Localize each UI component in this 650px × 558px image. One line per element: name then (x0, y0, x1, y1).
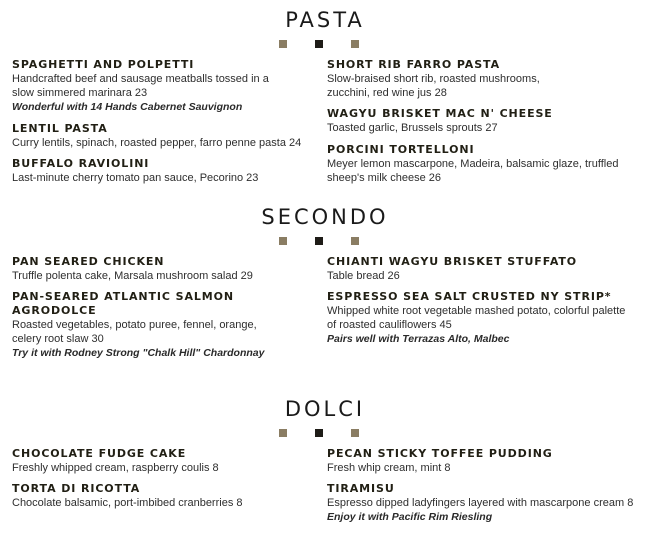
divider-dot (351, 40, 359, 48)
menu-item-desc: Handcrafted beef and sausage meatballs tossed in a (12, 73, 269, 85)
menu-item-desc: Last-minute cherry tomato pan sauce, Pecorino 23 (12, 172, 259, 184)
menu-item-desc: Roasted vegetables, potato puree, fennel, orange, (12, 319, 257, 331)
menu-item (327, 143, 618, 185)
menu-item (327, 58, 540, 100)
menu-item-name: CHOCOLATE FUDGE CAKE (12, 447, 187, 460)
section-title-secondo: SECONDO (261, 205, 389, 229)
menu-item-name: AGRODOLCE (12, 304, 97, 317)
menu-item-desc: Espresso dipped ladyfingers layered with mascarpone cream 8 (327, 497, 634, 509)
section-divider-dots (279, 237, 359, 245)
menu-item (12, 482, 243, 510)
menu-item (12, 157, 258, 185)
menu-item-name: PECAN STICKY TOFFEE PUDDING (327, 447, 553, 460)
menu-item (327, 482, 633, 524)
menu-item-desc: Fresh whip cream, mint 8 (327, 462, 451, 474)
menu-item-pairing: Try it with Rodney Strong "Chalk Hill" Chardonnay (12, 347, 265, 359)
menu-item-name: WAGYU BRISKET MAC N' CHEESE (327, 107, 553, 120)
menu-item-name: ESPRESSO SEA SALT CRUSTED NY STRIP* (327, 290, 612, 303)
menu-item-pairing: Wonderful with 14 Hands Cabernet Sauvignon (12, 101, 243, 113)
menu-item-name: SHORT RIB FARRO PASTA (327, 58, 501, 71)
menu-item (12, 290, 264, 360)
menu-item-desc: sheep's milk cheese 26 (327, 172, 441, 184)
menu-item-desc: of roasted cauliflowers 45 (327, 319, 452, 331)
menu-item (12, 122, 301, 150)
menu-item-name: TIRAMISU (327, 482, 395, 495)
menu-item-name: LENTIL PASTA (12, 122, 108, 135)
divider-dot (315, 40, 323, 48)
divider-dot (315, 237, 323, 245)
menu-item-desc: Meyer lemon mascarpone, Madeira, balsamic glaze, truffled (327, 158, 619, 170)
divider-dot (279, 429, 287, 437)
section-divider-dots (279, 40, 359, 48)
section-title-pasta: PASTA (285, 8, 365, 32)
divider-dot (279, 40, 287, 48)
menu-item-name: TORTA DI RICOTTA (12, 482, 141, 495)
menu-item-desc: Curry lentils, spinach, roasted pepper, farro penne pasta 24 (12, 137, 302, 149)
menu-item-desc: Truffle polenta cake, Marsala mushroom salad 29 (12, 270, 253, 282)
menu-item-desc: Whipped white root vegetable mashed potato, colorful palette (327, 305, 626, 317)
menu-item-name: SPAGHETTI AND POLPETTI (12, 58, 195, 71)
menu-item-desc: Table bread 26 (327, 270, 400, 282)
menu-item (327, 255, 577, 283)
menu-item-desc: celery root slaw 30 (12, 333, 104, 345)
menu-item-pairing: Enjoy it with Pacific Rim Riesling (327, 511, 493, 523)
section-divider-dots (279, 429, 359, 437)
menu-item (12, 447, 219, 475)
menu-item-desc: Slow-braised short rib, roasted mushrooms, (327, 73, 540, 85)
menu-item-name: PAN SEARED CHICKEN (12, 255, 165, 268)
menu-item-desc: Chocolate balsamic, port-imbibed cranberries 8 (12, 497, 243, 509)
menu-item (327, 107, 553, 135)
menu-item-desc: Toasted garlic, Brussels sprouts 27 (327, 122, 498, 134)
divider-dot (315, 429, 323, 437)
menu-item (327, 447, 553, 475)
menu-item-name: PAN-SEARED ATLANTIC SALMON (12, 290, 234, 303)
menu-item (12, 255, 253, 283)
section-title-dolci: DOLCI (284, 397, 366, 421)
menu-item-name: BUFFALO RAVIOLINI (12, 157, 150, 170)
menu-item-desc: slow simmered marinara 23 (12, 87, 148, 99)
menu-item (327, 290, 625, 346)
menu-item-pairing: Pairs well with Terrazas Alto, Malbec (327, 333, 510, 345)
menu-item-desc: zucchini, red wine jus 28 (327, 87, 447, 99)
divider-dot (351, 429, 359, 437)
menu-item-name: PORCINI TORTELLONI (327, 143, 475, 156)
menu-item-desc: Freshly whipped cream, raspberry coulis 8 (12, 462, 219, 474)
menu-item-name: CHIANTI WAGYU BRISKET STUFFATO (327, 255, 578, 268)
menu-item (12, 58, 269, 114)
divider-dot (351, 237, 359, 245)
divider-dot (279, 237, 287, 245)
